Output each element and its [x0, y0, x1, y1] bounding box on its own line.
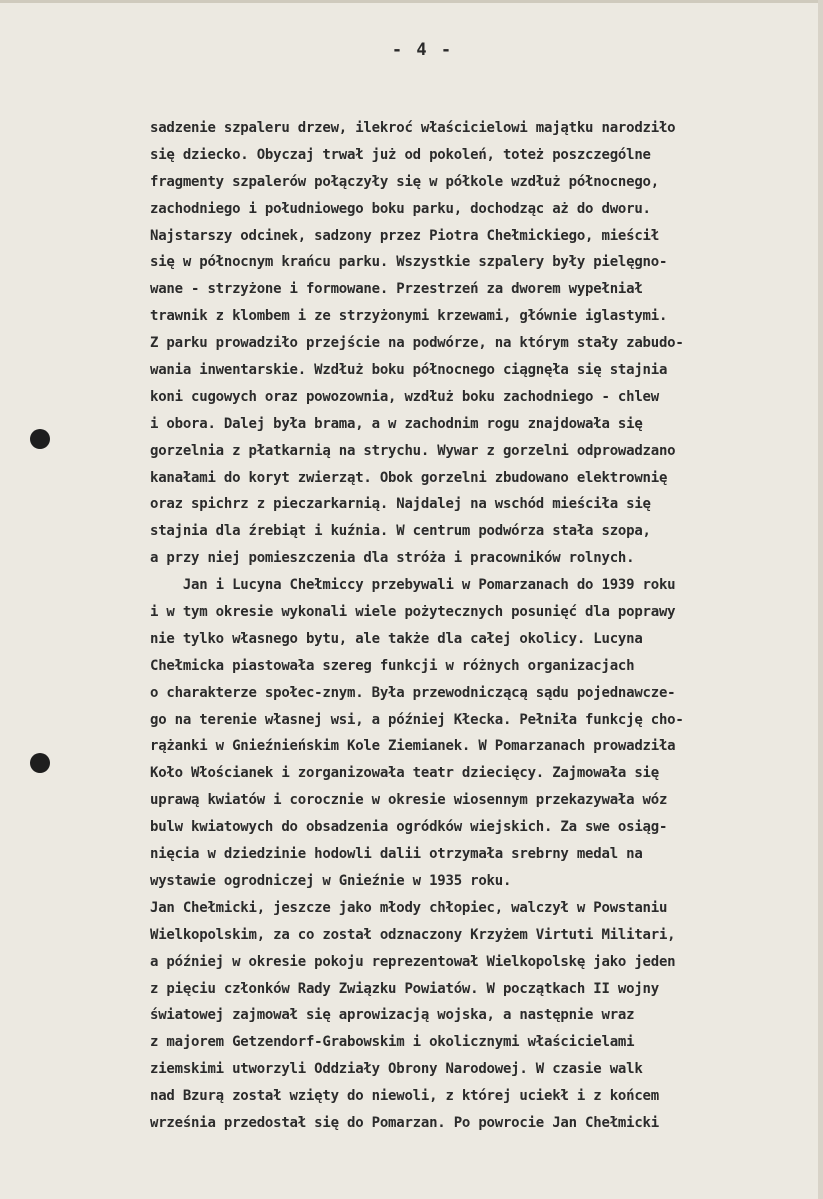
text-line: i obora. Dalej była brama, a w zachodnim rogu znajdowała się — [150, 415, 643, 432]
text-line: sadzenie szpaleru drzew, ilekroć właścicielowi majątku narodziło — [150, 120, 676, 136]
text-line: Koło Włościanek i zorganizowała teatr dziecięcy. Zajmowała się — [150, 765, 659, 782]
text-line: się w północnym krańcu parku. Wszystkie szpalery były pielęgno- — [150, 254, 668, 271]
text-line: a później w okresie pokoju reprezentował Wielkopolskę jako jeden — [150, 953, 676, 970]
text-line: nie tylko własnego bytu, ale także dla całej okolicy. Lucyna — [150, 630, 643, 647]
text-line: Chełmicka piastowała szereg funkcji w różnych organizacjach — [150, 657, 635, 674]
page-top-edge — [0, 0, 823, 3]
text-line: Wielkopolskim, za co został odznaczony Krzyżem Virtuti Militari, — [150, 926, 676, 943]
text-line: września przedostał się do Pomarzan. Po powrocie Jan Chełmicki — [150, 1114, 659, 1131]
punch-hole — [30, 429, 50, 449]
text-line: światowej zajmował się aprowizacją wojska, a następnie wraz — [150, 1007, 635, 1024]
text-line: trawnik z klombem i ze strzyżonymi krzewami, głównie iglastymi. — [150, 308, 668, 325]
typed-text-body — [150, 115, 820, 1137]
text-line: o charakterze społec-znym. Była przewodniczącą sądu pojednawcze- — [150, 684, 676, 701]
punch-hole — [30, 753, 50, 773]
text-line: nad Bzurą został wzięty do niewoli, z której uciekł i z końcem — [150, 1088, 659, 1105]
text-line: wystawie ogrodniczej w Gnieźnie w 1935 roku. — [150, 872, 512, 889]
text-line: stajnia dla źrebiąt i kuźnia. W centrum podwórza stała szopa, — [150, 523, 651, 540]
page-number: - 4 - — [391, 40, 454, 60]
text-line: kanałami do koryt zwierząt. Obok gorzelni zbudowano elektrownię — [150, 469, 668, 486]
text-line: wania inwentarskie. Wzdłuż boku północnego ciągnęła się stajnia — [150, 362, 668, 379]
text-line: go na terenie własnej wsi, a później Kłecka. Pełniła funkcję cho- — [150, 711, 684, 728]
text-line: ziemskimi utworzyli Oddziały Obrony Narodowej. W czasie walk — [150, 1061, 643, 1078]
text-line: Z parku prowadziło przejście na podwórze, na którym stały zabudo- — [150, 335, 684, 352]
text-line: uprawą kwiatów i corocznie w okresie wiosennym przekazywała wóz — [150, 792, 668, 809]
text-line: Jan i Lucyna Chełmiccy przebywali w Pomarzanach do 1939 roku — [150, 577, 676, 594]
text-line: nięcia w dziedzinie hodowli dalii otrzymała srebrny medal na — [150, 846, 643, 863]
text-line: zachodniego i południowego boku parku, dochodząc aż do dworu. — [150, 200, 651, 217]
text-line: i w tym okresie wykonali wiele pożytecznych posunięć dla poprawy — [150, 604, 676, 621]
text-line: bulw kwiatowych do obsadzenia ogródków wiejskich. Za swe osiąg- — [150, 819, 668, 836]
text-line: wane - strzyżone i formowane. Przestrzeń za dworem wypełniał — [150, 281, 643, 298]
text-line: gorzelnia z płatkarnią na strychu. Wywar z gorzelni odprowadzano — [150, 442, 676, 459]
text-line: a przy niej pomieszczenia dla stróża i pracowników rolnych. — [150, 550, 635, 567]
text-line: się dziecko. Obyczaj trwał już od pokoleń, toteż poszczególne — [150, 146, 651, 163]
text-line: z pięciu członków Rady Związku Powiatów. W początkach II wojny — [150, 980, 659, 997]
text-line: z majorem Getzendorf-Grabowskim i okolicznymi właścicielami — [150, 1034, 635, 1051]
text-line: Jan Chełmicki, jeszcze jako młody chłopiec, walczył w Powstaniu — [150, 899, 668, 916]
text-line: koni cugowych oraz powozownia, wzdłuż boku zachodniego - chlew — [150, 388, 659, 405]
text-line: rążanki w Gnieźnieńskim Kole Ziemianek. W Pomarzanach prowadziła — [150, 738, 676, 755]
text-line: fragmenty szpalerów połączyły się w półkole wzdłuż północnego, — [150, 173, 659, 190]
text-line: Najstarszy odcinek, sadzony przez Piotra Chełmickiego, mieścił — [150, 227, 659, 244]
text-line: oraz spichrz z pieczarkarnią. Najdalej na wschód mieściła się — [150, 496, 651, 513]
